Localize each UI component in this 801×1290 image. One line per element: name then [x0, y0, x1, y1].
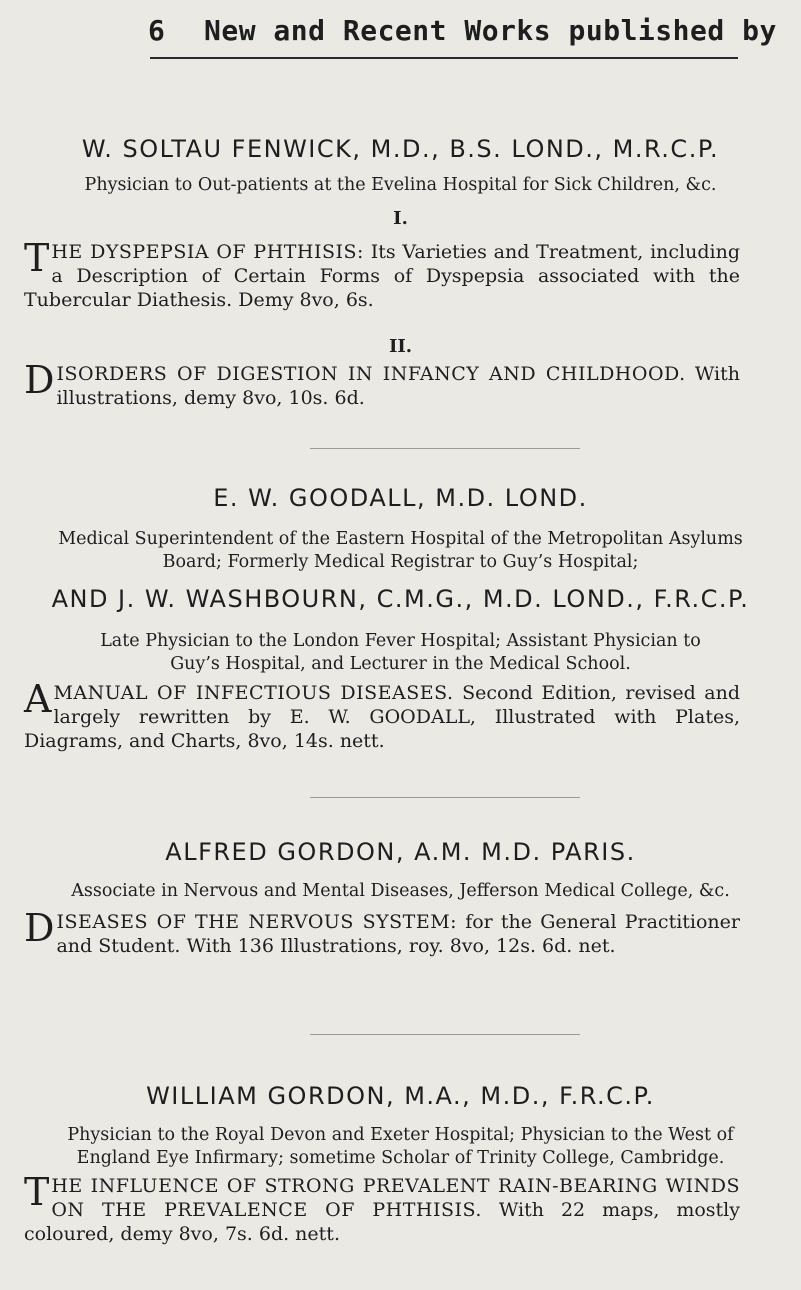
- book-title: ISEASES OF THE NERVOUS SYSTEM:: [56, 911, 458, 933]
- author-role: Physician to Out-patients at the Evelina Hospital for Sick Children, &c.: [84, 175, 717, 195]
- author-role: England Eye Infirmary; sometime Scholar of Trinity College, Cambridge.: [76, 1148, 725, 1168]
- running-title: New and Recent Works published by: [204, 14, 777, 47]
- book-details: for the General Practitioner and Student. With 136 Illustrations, roy. 8vo, 12s. 6d. net.: [56, 911, 740, 957]
- drop-cap: A: [24, 677, 52, 721]
- page-number: 6: [148, 14, 166, 47]
- header-rule: [150, 57, 738, 59]
- book-title: ISORDERS OF DIGESTION IN INFANCY AND CHILDHOOD.: [56, 363, 686, 385]
- author-name: WILLIAM GORDON, M.A., M.D., F.R.C.P.: [146, 1082, 655, 1110]
- book-details: With illustrations, demy 8vo, 10s. 6d.: [56, 363, 741, 409]
- entry-numeral: I.: [393, 208, 408, 229]
- section-divider: [310, 448, 580, 449]
- book-title: MANUAL OF INFECTIOUS DISEASES.: [53, 682, 454, 704]
- author-name: ALFRED GORDON, A.M. M.D. PARIS.: [165, 838, 636, 866]
- drop-cap: T: [24, 1170, 50, 1214]
- book-entry: [24, 677, 740, 753]
- author-name: W. SOLTAU FENWICK, M.D., B.S. LOND., M.R.C.P.: [81, 135, 720, 163]
- book-entry: [24, 236, 740, 312]
- section-divider: [310, 797, 580, 798]
- author-role: Physician to the Royal Devon and Exeter Hospital; Physician to the West of: [67, 1125, 734, 1145]
- section-divider: [310, 1034, 580, 1035]
- book-details: Second Edition, revised and largely rewritten by E. W. GOODALL, Illustrated with Plates, Diagrams, and Charts, 8vo, 14s. nett.: [24, 682, 740, 752]
- coauthor-role: Guy’s Hospital, and Lecturer in the Medical School.: [170, 654, 631, 674]
- book-title: HE DYSPEPSIA OF PHTHISIS:: [51, 241, 364, 263]
- book-entry: [24, 906, 740, 958]
- author-role: Associate in Nervous and Mental Diseases, Jefferson Medical College, &c.: [71, 881, 730, 901]
- book-details: Its Varieties and Treatment, including a Description of Certain Forms of Dyspepsia associated with the Tubercular Diathesis. Demy 8vo, 6s.: [24, 241, 740, 311]
- book-entry: [24, 358, 741, 410]
- drop-cap: T: [24, 236, 50, 280]
- coauthor-name: AND J. W. WASHBOURN, C.M.G., M.D. LOND., F.R.C.P.: [51, 585, 750, 613]
- entry-numeral: II.: [388, 336, 413, 357]
- drop-cap: D: [24, 358, 55, 402]
- book-details: With 22 maps, mostly coloured, demy 8vo, 7s. 6d. nett.: [24, 1199, 740, 1245]
- drop-cap: D: [24, 906, 55, 950]
- author-role: Medical Superintendent of the Eastern Hospital of the Metropolitan Asylums: [58, 529, 743, 549]
- book-title: HE INFLUENCE OF STRONG PREVALENT RAIN-BEARING WINDS ON THE PREVALENCE OF PHTHISIS.: [51, 1175, 740, 1221]
- coauthor-role: Late Physician to the London Fever Hospital; Assistant Physician to: [100, 631, 701, 651]
- author-name: E. W. GOODALL, M.D. LOND.: [213, 484, 588, 512]
- author-role: Board; Formerly Medical Registrar to Guy’s Hospital;: [162, 552, 639, 572]
- book-entry: [24, 1170, 740, 1246]
